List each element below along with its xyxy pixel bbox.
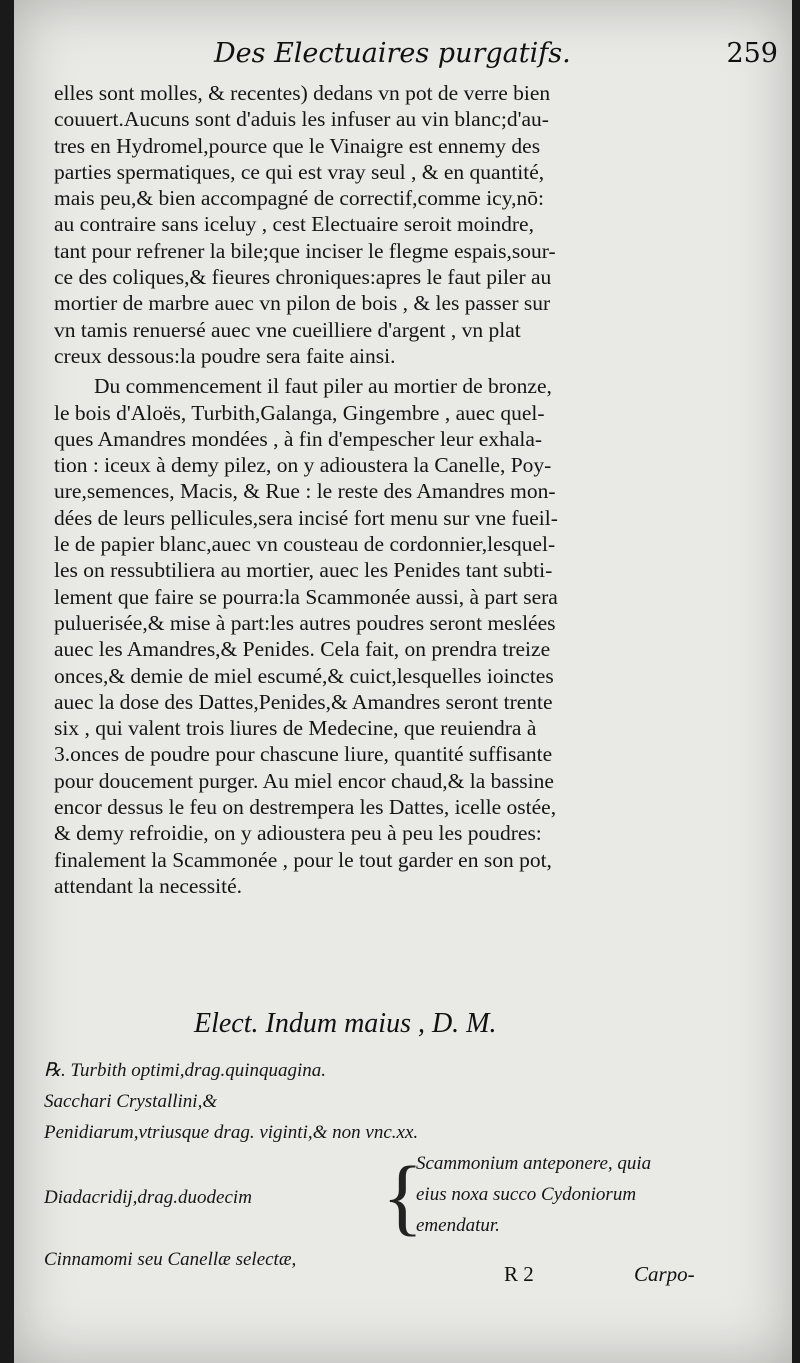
recipe-line: Cinnamomi seu Canellæ selectæ, — [44, 1249, 297, 1270]
text-line: pour doucement purger. Au miel encor chaud,& la bassine — [54, 768, 554, 793]
text-line: ques Amandres mondées , à fin d'empescher leur exhala- — [54, 426, 543, 451]
brace-group — [44, 1148, 784, 1244]
text-line: tion : iceux à demy pilez, on y adioustera la Canelle, Poy- — [54, 453, 552, 478]
text-line: puluerisée,& mise à part:les autres poudres seront meslées — [54, 610, 556, 635]
text-line: ce des coliques,& fieures chroniques:apres le faut piler au — [54, 265, 552, 290]
recipe-block — [44, 1055, 784, 1275]
text-line: elles sont molles, & recentes) dedans vn pot de verre bien — [54, 81, 551, 105]
text-line: dées de leurs pellicules,sera incisé fort menu sur vne fueil- — [54, 505, 558, 530]
text-line: tant pour refrener la bile;que inciser le flegme espais,sour- — [54, 238, 556, 263]
page-footer — [504, 1262, 734, 1292]
text-line: mortier de marbre auec vn pilon de bois , & les passer sur — [54, 291, 551, 316]
text-line: mais peu,& bien accompagné de correctif,comme icy,nō: — [54, 186, 544, 211]
note-line: Scammonium anteponere, quia — [416, 1153, 652, 1174]
paragraph-1 — [54, 80, 762, 369]
text-line: au contraire sans iceluy , cest Electuaire seroit moindre, — [54, 212, 534, 237]
text-line: finalement la Scammonée , pour le tout garder en son pot, — [54, 847, 552, 872]
text-line: vn tamis renuersé auec vne cueilliere d'argent , vn plat — [54, 317, 521, 342]
text-line: le bois d'Aloës, Turbith,Galanga, Gingembre , auec quel- — [54, 400, 545, 425]
page-number: 259 — [726, 38, 778, 69]
catchword: Carpo- — [634, 1262, 695, 1286]
text-line: encor dessus le feu on destrempera les Dattes, icelle ostée, — [54, 795, 557, 820]
text-line: parties spermatiques, ce qui est vray seul , & en quantité, — [54, 159, 545, 184]
text-line: le de papier blanc,auec vn cousteau de cordonnier,lesquel- — [54, 532, 556, 557]
text-line: & demy refroidie, on y adioustera peu à peu les poudres: — [54, 821, 542, 846]
brace-note — [416, 1148, 651, 1241]
main-text — [54, 80, 762, 899]
page-header — [214, 38, 778, 78]
note-line: emendatur. — [416, 1215, 500, 1236]
running-title: Des Electuaires purgatifs. — [214, 38, 571, 69]
text-line: les on ressubtiliera au mortier, auec les Penides tant subti- — [54, 558, 553, 583]
text-line: ure,semences, Macis, & Rue : le reste des Amandres mon- — [54, 479, 556, 504]
text-line: auec les Amandres,& Penides. Cela fait, on prendra treize — [54, 637, 551, 662]
text-line: 3.onces de poudre pour chascune liure, quantité suffisante — [54, 742, 553, 767]
text-line: onces,& demie de miel escumé,& cuict,lesquelles ioinctes — [54, 663, 554, 688]
text-line: creux dessous:la poudre sera faite ainsi. — [54, 343, 396, 368]
recipe-title: Elect. Indum maius , D. M. — [194, 1008, 497, 1039]
text-line: auec la dose des Dattes,Penides,& Amandres seront trente — [54, 689, 553, 714]
signature-mark: R 2 — [504, 1262, 534, 1286]
paragraph-2 — [54, 373, 762, 899]
recipe-line: Diadacridij,drag.duodecim — [44, 1187, 252, 1208]
text-line: six , qui valent trois liures de Medecine, que reuiendra à — [54, 716, 537, 741]
curly-brace-icon: { — [382, 1148, 424, 1244]
text-line: tres en Hydromel,pource que le Vinaigre est ennemy des — [54, 133, 541, 158]
text-line: Du commencement il faut piler au mortier de bronze, — [94, 374, 552, 399]
recipe-line: Sacchari Crystallini,& — [44, 1091, 218, 1112]
recipe-line: ℞. Turbith optimi,drag.quinquagina. — [44, 1060, 327, 1081]
text-line: lement que faire se pourra:la Scammonée aussi, à part sera — [54, 584, 558, 609]
text-line: attendant la necessité. — [54, 873, 243, 898]
book-page — [14, 0, 792, 1363]
recipe-line: Penidiarum,vtriusque drag. viginti,& non vnc.xx. — [44, 1122, 419, 1143]
note-line: eius noxa succo Cydoniorum — [416, 1184, 637, 1205]
text-line: couuert.Aucuns sont d'aduis les infuser au vin blanc;d'au- — [54, 107, 549, 132]
